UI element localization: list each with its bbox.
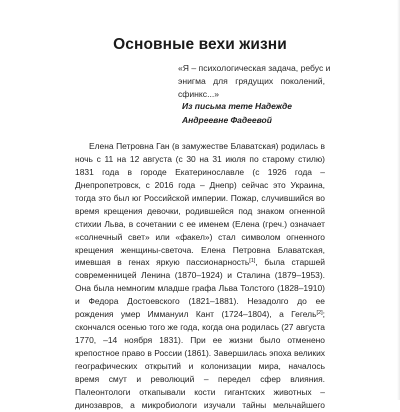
epigraph-line: энигма для грядущих поколений, <box>178 75 325 86</box>
text-segment: ; <box>322 309 325 320</box>
footnote-ref-1[interactable]: [1] <box>249 258 256 265</box>
text-line: динозавров, а микробиологи изучали тайны мельчайшего <box>75 399 325 410</box>
text-line: географических открытий и колонизации мира, началось <box>75 360 325 371</box>
source-line: Из письма тете Надежде <box>182 101 293 111</box>
text-line: 1770, –14 ноября 1831). При ее жизни было отменено <box>75 335 325 346</box>
footnote-ref-2[interactable]: [2] <box>316 310 323 317</box>
text-line: скончался осенью того же года, когда она родилась (27 августа <box>75 322 325 333</box>
text-line-with-footnote <box>75 308 325 321</box>
text-line: тогда это был юг Российской империи. Пожар, случившийся во <box>75 192 325 203</box>
epigraph-source <box>182 99 332 127</box>
text-line: Палеонтологи откапывали кости гигантских животных – <box>75 386 325 397</box>
text-line-with-footnote <box>75 256 325 269</box>
text-line: современницей Ленина (1870–1924) и Сталина (1879–1953). <box>75 270 325 281</box>
text-line: крепостное право в России (1861). Завершилась эпоха великих <box>75 348 325 358</box>
source-line: Андреевне Фадеевой <box>182 115 272 125</box>
epigraph-quote <box>178 62 331 101</box>
text-line: время смут и революций – передел сфер влияния. <box>75 373 325 384</box>
text-line: Она была немногим младше графа Льва Толстого (1828–1910) <box>75 283 325 294</box>
text-line: «солнечный свет» или «факел») стал символом огненного <box>75 231 325 242</box>
text-segment: , была старшей <box>255 257 326 268</box>
epigraph-line: сфинкс...» <box>178 88 220 99</box>
text-line: время крещения девочки, родившейся под знаком огненной <box>75 205 325 216</box>
body-paragraph <box>75 140 325 412</box>
text-line: ночь с 11 на 12 августа (с 30 на 31 июля по старому стилю) <box>75 153 325 164</box>
text-line: и Федора Достоевского (1821–1881). Незадолго до ее <box>75 296 325 307</box>
text-segment: имевшая в генах яркую пассионарность <box>75 257 250 268</box>
text-segment: рождения умер Иммануил Кант (1724–1804), а Гегель <box>75 309 317 320</box>
epigraph-line: «Я – психологическая задача, ребус и <box>178 63 331 73</box>
text-line: 1831 года в городе Екатеринославле (с 1926 года – <box>75 166 325 177</box>
text-line: Днепропетровск, с 2016 года – Днепр) сейчас это Украина, <box>75 179 325 190</box>
text-line: Елена Петровна Ган (в замужестве Блаватская) родилась в <box>89 141 325 151</box>
chapter-heading: Основные вехи жизни <box>113 36 287 53</box>
text-line: крещения женщины-светоча. Елена Петровна Блаватская, <box>75 244 325 255</box>
text-line: стихии Льва, в сочетании с ее именем (Елена (греч.) означает <box>75 218 325 229</box>
